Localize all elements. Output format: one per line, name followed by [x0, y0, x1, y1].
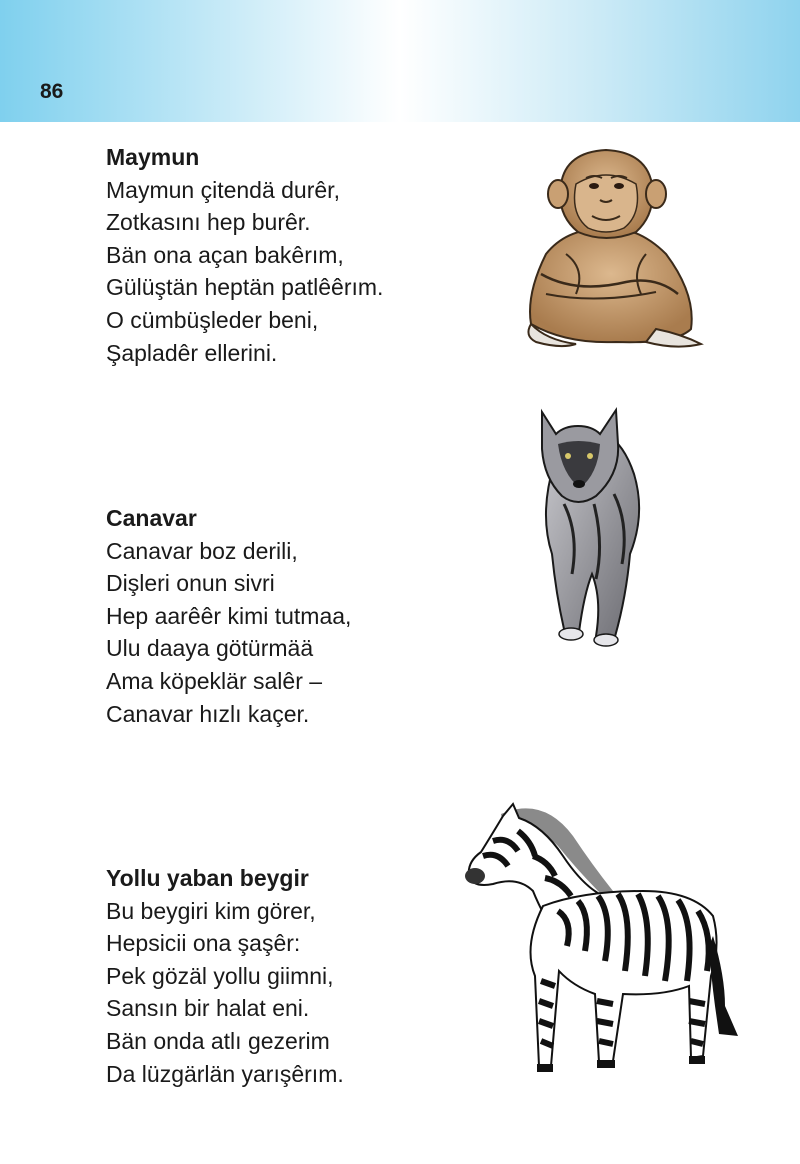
poem-line: Gülüştän heptän patlêêrım.: [106, 274, 384, 301]
poem-line: Canavar boz derili,: [106, 537, 298, 564]
wolf-icon: [534, 404, 650, 649]
poem-maymun: [106, 141, 383, 369]
poem-line: Hep aarêêr kimi tutmaa,: [106, 602, 352, 629]
poem-title: Yollu yaban beygir: [106, 865, 309, 891]
poem-line: Ama köpeklär salêr –: [106, 667, 323, 694]
monkey-icon: [506, 144, 706, 354]
poem-line: Hepsicii ona şaşêr:: [106, 930, 301, 957]
poem-title: Canavar: [106, 505, 197, 531]
header-band: [0, 0, 800, 122]
poem-line: Pek gözäl yollu giimni,: [106, 962, 334, 989]
poem-yollu-yaban-beygir: [106, 862, 344, 1090]
poem-line: Şapladêr ellerini.: [106, 339, 278, 366]
poem-line: Da lüzgärlän yarışêrım.: [106, 1060, 344, 1087]
poem-line: Sansın bir halat eni.: [106, 995, 310, 1022]
poem-line: O cümbüşleder beni,: [106, 306, 319, 333]
poem-line: Bän onda atlı gezerim: [106, 1027, 330, 1054]
poem-line: Bu beygiri kim görer,: [106, 897, 316, 924]
poem-line: Dişleri onun sivri: [106, 570, 275, 597]
poem-line: Ulu daaya götürmää: [106, 635, 314, 662]
poem-line: Zotkasını hep burêr.: [106, 209, 311, 236]
zebra-icon: [463, 796, 748, 1092]
poem-line: Maymun çitendä durêr,: [106, 176, 340, 203]
poem-canavar: [106, 502, 351, 730]
poem-line: Bän ona açan bakêrım,: [106, 241, 344, 268]
page-number: 86: [40, 80, 64, 103]
poem-line: Canavar hızlı kaçer.: [106, 700, 310, 727]
poem-title: Maymun: [106, 144, 200, 170]
